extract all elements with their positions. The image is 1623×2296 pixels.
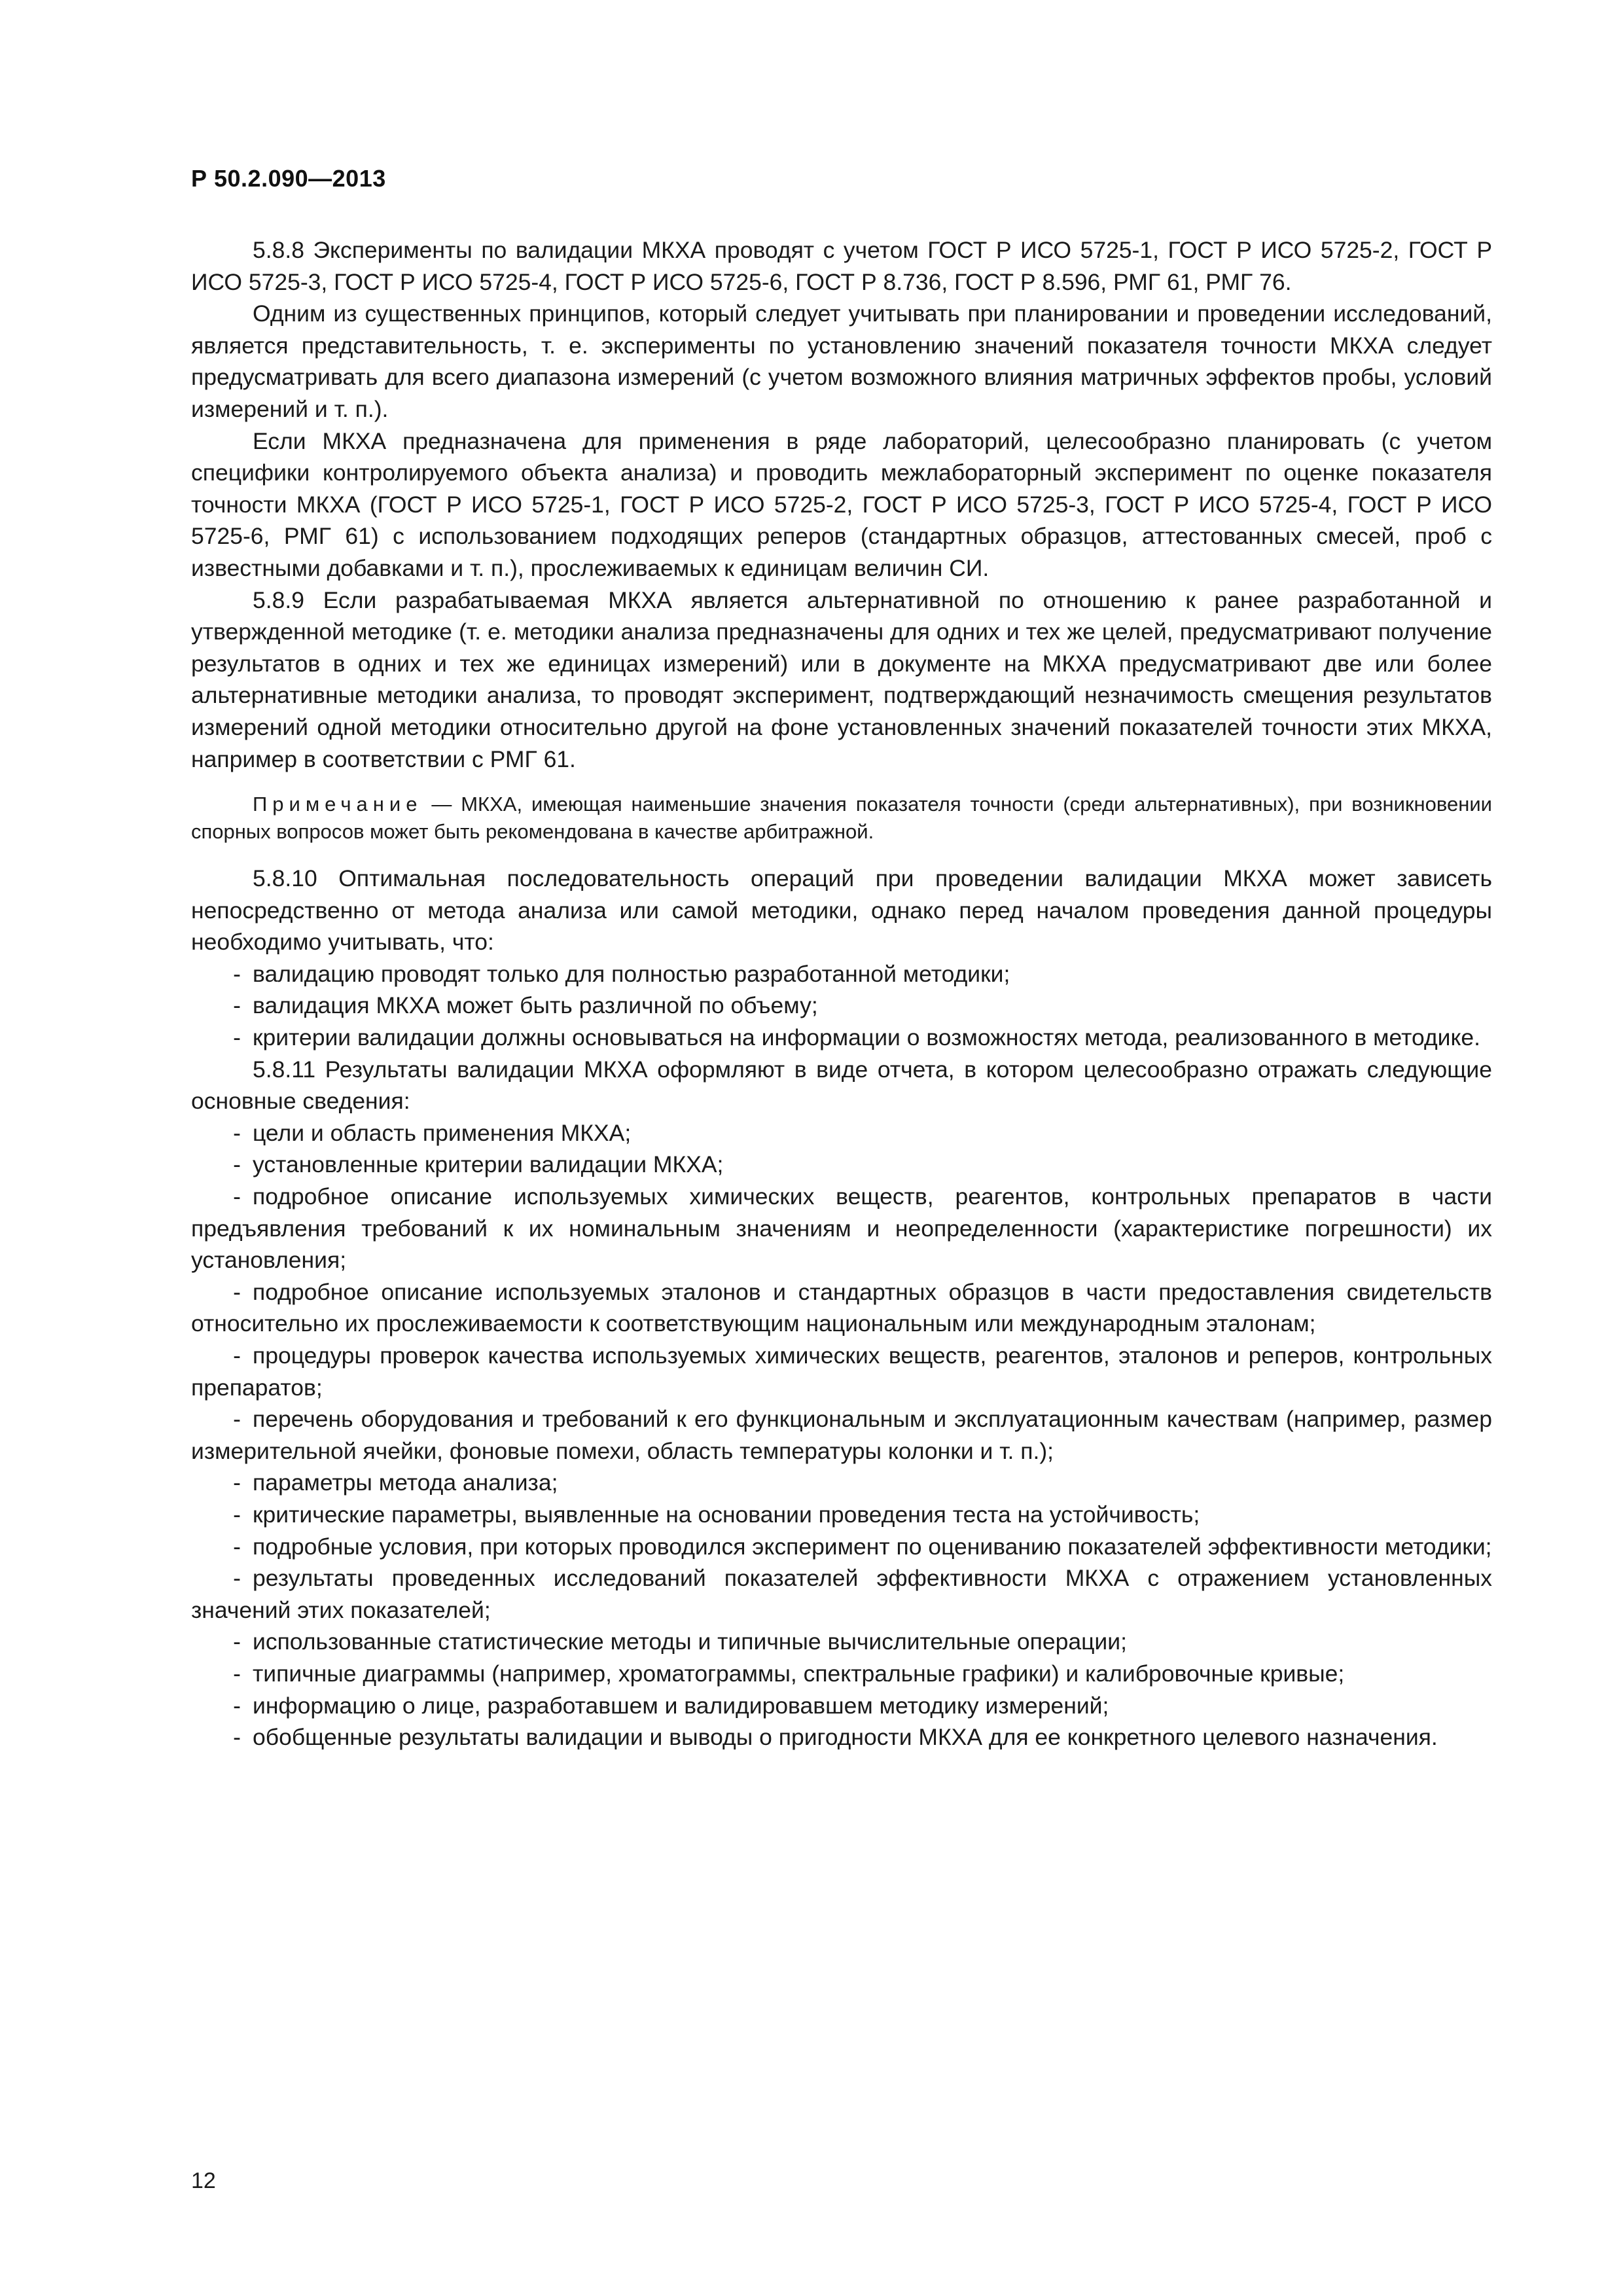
list-item: - цели и область применения МКХА; — [191, 1117, 1492, 1149]
paragraph-5-8-10: 5.8.10 Оптимальная последовательность операций при проведении валидации МКХА может зависеть непосредственно от метода анализа или самой методики, однако перед началом проведения данной процедуры необходимо учитывать, что: — [191, 865, 1492, 956]
list-dash: - — [233, 1342, 241, 1369]
list-item: - типичные диаграммы (например, хроматограммы, спектральные графики) и калибровочные кривые; — [191, 1658, 1492, 1690]
list-item: - процедуры проверок качества используемых химических веществ, реагентов, эталонов и реперов, контрольных препаратов; — [191, 1340, 1492, 1403]
paragraph-5-8-11: 5.8.11 Результаты валидации МКХА оформляют в виде отчета, в котором целесообразно отражать следующие основные сведения: — [191, 1056, 1492, 1115]
list-dash: - — [233, 1660, 241, 1687]
list-item: - использованные статистические методы и типичные вычислительные операции; — [191, 1626, 1492, 1658]
list-item: - критические параметры, выявленные на основании проведения теста на устойчивость; — [191, 1499, 1492, 1531]
list-item: - установленные критерии валидации МКХА; — [191, 1149, 1492, 1181]
list-dash: - — [233, 1469, 241, 1496]
list-item: - подробные условия, при которых проводился эксперимент по оцениванию показателей эффективности методики; — [191, 1531, 1492, 1563]
list-item: - результаты проведенных исследований показателей эффективности МКХА с отражением установленных значений этих показателей; — [191, 1562, 1492, 1626]
note-label: Примечание — [253, 793, 423, 816]
list-dash: - — [233, 1406, 241, 1433]
list-dash: - — [233, 1183, 241, 1210]
list-item: - информацию о лице, разработавшем и валидировавшем методику измерений; — [191, 1690, 1492, 1722]
list-dash: - — [233, 1024, 241, 1051]
list-item: - параметры метода анализа; — [191, 1467, 1492, 1499]
list-validation-conditions — [191, 958, 1492, 1054]
list-item: - валидация МКХА может быть различной по объему; — [191, 990, 1492, 1022]
paragraph-5-8-9: 5.8.9 Если разрабатываемая МКХА является альтернативной по отношению к ранее разработанной и утвержденной методике (т. е. методики анализа предназначены для одних и тех же целей, предусматривают получение результатов в одних и тех же единицах измерений) или в документе на МКХА предусматривают две или более альтернативные методики анализа, то проводят эксперимент, подтверждающий незначимость смещения результатов измерений одной методики относительно другой на фоне установленных значений показателей точности этих МКХА, например в соответствии с РМГ 61. — [191, 586, 1492, 772]
list-dash: - — [233, 992, 241, 1019]
list-dash: - — [233, 1119, 241, 1146]
list-item: - подробное описание используемых химических веществ, реагентов, контрольных препаратов в части предъявления требований к их номинальным значениям и неопределенности (характеристике погрешности) их установления; — [191, 1181, 1492, 1276]
list-item: - обобщенные результаты валидации и выводы о пригодности МКХА для ее конкретного целевого назначения. — [191, 1721, 1492, 1753]
list-dash: - — [233, 1724, 241, 1751]
list-dash: - — [233, 1533, 241, 1560]
list-dash: - — [233, 960, 241, 987]
paragraph-representativeness: Одним из существенных принципов, который следует учитывать при планировании и проведении исследований, является представительность, т. е. эксперименты по установлению значений показателя точности МКХА следует предусматривать для всего диапазона измерений (с учетом возможного влияния матричных эффектов пробы, условий измерений и т. п.). — [191, 300, 1492, 422]
paragraph-5-8-8: 5.8.8 Эксперименты по валидации МКХА проводят с учетом ГОСТ Р ИСО 5725-1, ГОСТ Р ИСО 5725-2, ГОСТ Р ИСО 5725-3, ГОСТ Р ИСО 5725-4, ГОСТ Р ИСО 5725-6, ГОСТ Р 8.736, ГОСТ Р 8.596, РМГ 61, РМГ 76. — [191, 237, 1492, 295]
list-report-contents — [191, 1117, 1492, 1753]
paragraph-interlaboratory: Если МКХА предназначена для применения в ряде лабораторий, целесообразно планировать (с учетом специфики контролируемого объекта анализа) и проводить межлабораторный эксперимент по оценке показателя точности МКХА (ГОСТ Р ИСО 5725-1, ГОСТ Р ИСО 5725-2, ГОСТ Р ИСО 5725-3, ГОСТ Р ИСО 5725-4, ГОСТ Р ИСО 5725-6, РМГ 61) с использованием подходящих реперов (стандартных образцов, аттестованных смесей, проб с известными добавками и т. п.), прослеживаемых к единицам величин СИ. — [191, 427, 1492, 581]
list-item: - валидацию проводят только для полностью разработанной методики; — [191, 958, 1492, 990]
list-dash: - — [233, 1278, 241, 1305]
list-dash: - — [233, 1692, 241, 1719]
document-body — [191, 234, 1492, 1753]
note-text: — МКХА, имеющая наименьшие значения показателя точности (среди альтернативных), при возникновении спорных вопросов может быть рекомендована в качестве арбитражной. — [191, 793, 1492, 844]
list-dash: - — [233, 1501, 241, 1528]
document-code-header: Р 50.2.090—2013 — [191, 165, 386, 192]
list-item: - критерии валидации должны основываться на информации о возможностях метода, реализованного в методике. — [191, 1022, 1492, 1054]
list-dash: - — [233, 1151, 241, 1178]
page-number: 12 — [191, 2168, 216, 2193]
list-item: - перечень оборудования и требований к его функциональным и эксплуатационным качествам (например, размер измерительной ячейки, фоновые помехи, область температуры колонки и т. п.); — [191, 1403, 1492, 1467]
note — [191, 791, 1492, 846]
list-dash: - — [233, 1628, 241, 1655]
list-item: - подробное описание используемых эталонов и стандартных образцов в части предоставления свидетельств относительно их прослеживаемости к соответствующим национальным или международным эталонам; — [191, 1276, 1492, 1340]
list-dash: - — [233, 1565, 241, 1592]
